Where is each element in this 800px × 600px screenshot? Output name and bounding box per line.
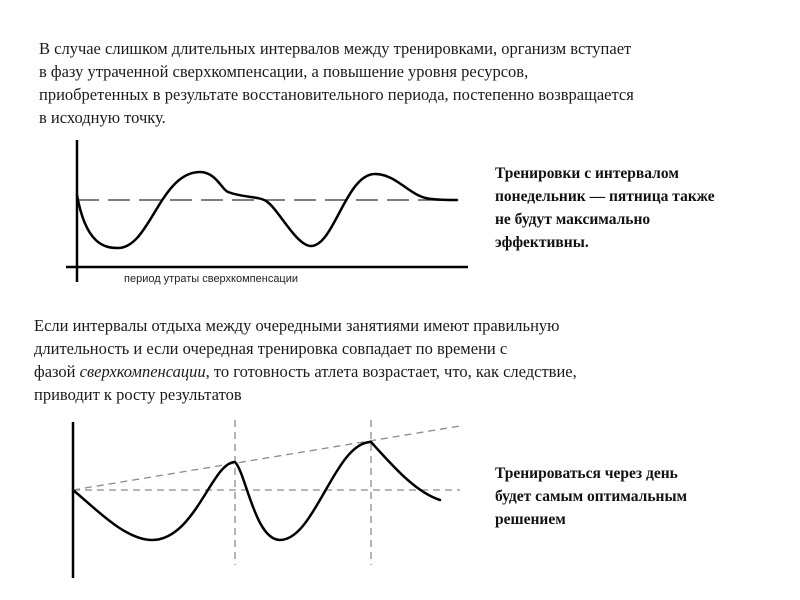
paragraph-middle-line: Если интервалы отдыха между очередными занятиями имеют правильную [34, 316, 560, 335]
note-top-line: Тренировки с интервалом [495, 165, 679, 182]
paragraph-middle-line: приводит к росту результатов [34, 385, 242, 404]
note-top-line: не будут максимально [495, 211, 651, 228]
paragraph-middle-line-3 [34, 360, 754, 383]
diagram-top-curve [77, 172, 457, 248]
note-top-line: понедельник — пятница также [495, 188, 715, 205]
note-bottom-line: решением [495, 511, 566, 528]
paragraph-top-line: в фазу утраченной сверхкомпенсации, а повышение уровня ресурсов, [39, 62, 529, 81]
diagram-bottom [73, 420, 460, 578]
supercompensation-term: сверхкомпенсации [79, 362, 206, 381]
note-top-line: эффективны. [495, 234, 589, 251]
paragraph-middle-text: , то готовность атлета возрастает, что, как следствие, [205, 362, 577, 381]
paragraph-top-line: В случае слишком длительных интервалов между тренировками, организм вступает [39, 39, 632, 58]
paragraph-top-line: приобретенных в результате восстановительного периода, постепенно возвращается [39, 85, 634, 104]
diagram-bottom-trend-line [73, 426, 460, 490]
note-top [495, 162, 715, 254]
paragraph-middle-line: длительность и если очередная тренировка совпадает по времени с [34, 339, 508, 358]
diagram-bottom-curve [73, 442, 440, 540]
paragraph-middle-text: фазой [34, 362, 80, 381]
note-bottom [495, 462, 687, 531]
note-bottom-line: Тренироваться через день [495, 465, 678, 482]
note-bottom-line: будет самым оптимальным [495, 488, 688, 505]
diagram-top-axis-label: период утраты сверхкомпенсации [124, 273, 299, 285]
paragraph-middle [34, 314, 754, 406]
paragraph-top-line: в исходную точку. [39, 108, 166, 127]
diagram-top [66, 140, 468, 285]
